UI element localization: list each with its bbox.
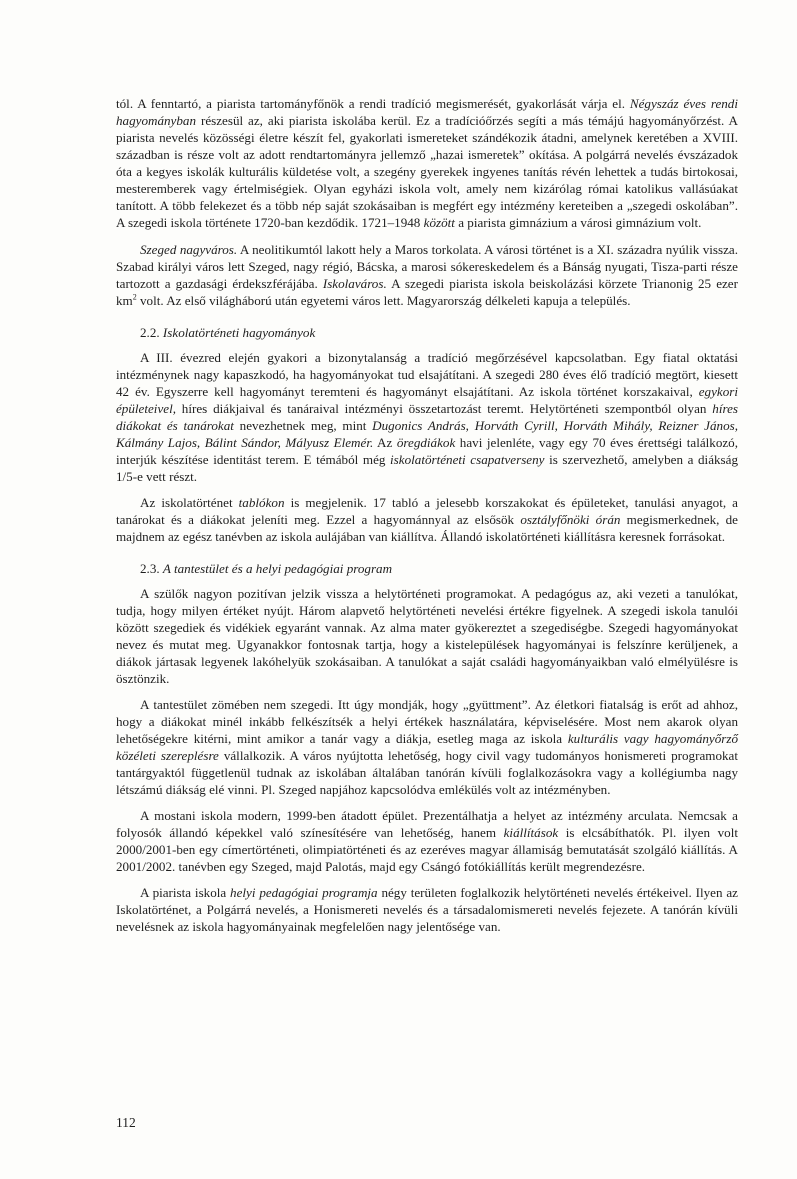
text-run: A mostani iskola modern, 1999-ben átadott épület. Prezentálhatja a helyet az intézmény arculata. Nemcsak a folyosók állandó képekkel való színesítésére van lehetőség, hanem — [116, 808, 738, 840]
text-run: A III. évezred elején gyakori a bizonytalanság a tradíció megőrzésével kapcsolatban. Egy fiatal oktatási intézménynek nagy kapaszkodó, ha hagyományokat tud elsajátítani. A szegedi 280 éves élő tradíció megtört, kiesett 42 év. Egyszerre kell hagyományt teremteni és hagyományt elsajátítani. Az iskola történet korszakaival, — [116, 350, 738, 399]
paragraph-5: A szülők nagyon pozitívan jelzik vissza a helytörténeti programokat. A pedagógus az, aki vezeti a tanulókat, tudja, hogy milyen értéket nyújt. Három alapvető helytörténeti nevelési értékre figyelnek. A szegedi iskola tanulói között szegediek és vidékiek egyaránt vannak. Az alma mater gyökereztet a szegediségbe. Szegedi hagyományokat nevez és mutat meg. Ugyanakkor fontosnak tartja, hogy a kistelepülések hagyományai is felszínre kerüljenek, a diákok jártasak legyenek lakóhelyük szokásaiban. A tanulókat a saját családi hagyományaikban való elmélyülésre is ösztönzik. — [116, 586, 738, 686]
text-run: A piarista iskola — [140, 885, 231, 900]
italic-text: kiállítások — [503, 825, 559, 840]
text-run: A neolitikumtól lakott hely a Maros torkolata. A városi történet is a XI. századra nyúlik vissza. Szabad királyi város lett Szeged, nagy régió, Bácska, a marosi sókereskedelem és a Bánság nyugati, Tisza-parti része tartozott a gazdasági érdekszférájába. — [116, 242, 738, 291]
italic-text: osztályfőnöki órán — [520, 512, 621, 527]
body-text — [116, 95, 738, 935]
section-heading-2-3 — [116, 560, 738, 577]
heading-title: A tantestület és a helyi pedagógiai program — [162, 561, 393, 576]
text-run: megismerkednek, de majdnem az egész tanévben az iskola aulájában van kiállítva. Állandó iskolatörténeti kiállításra keresnek forrásokat. — [116, 512, 738, 544]
text-run: vállalkozik. A város nyújtotta lehetőség, hogy civil vagy tudományos honismereti programokat tantárgyaktól függetlenül tudnak az iskolában általában tanórán kívüli foglalkozásokra vagy a kollégiumba nagy létszámú diákság elé vinni. Pl. Szeged napjához kapcsolódva emlékülés volt az intézményben. — [116, 748, 738, 797]
italic-text: iskolatörténeti csapatverseny — [390, 452, 545, 467]
text-run: is szervezhető, amelyben a diákság 1/5-e vett részt. — [116, 452, 739, 484]
text-run: Az — [373, 435, 397, 450]
paragraph-4 — [116, 494, 738, 545]
italic-text: egykori épületeivel, — [116, 384, 738, 416]
text-run: is megjelenik. 17 tabló a jelesebb korszakokat és épületeket, tanulási anyagot, a tanárokat és a diákokat jeleníti meg. Ezzel a hagyománnyal az elsősök — [116, 495, 738, 527]
text-run: havi jelenléte, vagy egy 70 éves érettségi találkozó, interjúk készítése identitást terem. E témából még — [116, 435, 739, 467]
italic-text: Iskolaváros. — [322, 276, 387, 291]
italic-text: Dugonics András, Horváth Cyrill, Horváth Mihály, Reizner János, Kálmány Lajos, Bálint Sándor, Mályusz Elemér. — [116, 418, 738, 450]
paragraph-2 — [116, 241, 738, 309]
text-run: is elcsábíthatók. Pl. ilyen volt 2000/2001-ben egy címertörténeti, olimpiatörténeti és az ezeréves magyar államiság bemutatását szolgáló kiállítás. A 2001/2002. tanévben egy Szeged, majd Palotás, majd egy Csángó fotókiállítás került megrendezésre. — [116, 825, 738, 874]
text-run: a piarista gimnázium a városi gimnázium volt. — [454, 215, 702, 230]
paragraph-8 — [116, 884, 738, 935]
italic-text: kulturális vagy hagyományőrző közéleti szereplésre — [116, 731, 739, 763]
italic-text: között — [423, 215, 455, 230]
section-heading-2-2 — [116, 324, 738, 341]
italic-text: Szeged nagyváros. — [140, 242, 238, 257]
italic-text: híres diákokat és tanárokat — [116, 401, 738, 433]
text-run: négy területen foglalkozik helytörténeti nevelés értékeivel. Ilyen az Iskolatörténet, a Polgárrá nevelés, a Honismereti nevelés és a társadalomismereti nevelés fejezete. A tanórán kívüli nevelésnek az iskola hagyományainak megfelelően nagy jelentősége van. — [116, 885, 738, 934]
heading-number: 2.2. — [140, 325, 163, 340]
heading-title: Iskolatörténeti hagyományok — [162, 325, 316, 340]
text-run: A tantestület zömében nem szegedi. Itt úgy mondják, hogy „gyüttment”. Az életkori fiatalság is erőt ad ahhoz, hogy a diákokat minél inkább felkészítsék a helyi értékek használatára, képviselésére. Most nem akarok olyan lehetőségekre kitérni, mint amikor a tanár vagy a diákja, esetleg maga az iskola — [116, 697, 738, 746]
paragraph-1 — [116, 95, 738, 231]
text-run: volt. Az első világháború után egyetemi város lett. Magyarország délkeleti kapuja a település. — [136, 293, 631, 308]
text-run: Az iskolatörténet — [140, 495, 239, 510]
italic-text: tablókon — [238, 495, 285, 510]
text-run: részesül az, aki piarista iskolába kerül. Ez a tradícióőrzés segíti a más témájú hagyományőrzést. A piarista nevelés közösségi életre készít fel, gyakorlati ismereteket szándékozik átadni, amelynek keretében a XVIII. században is része volt az adott rendtartományra jellemző „hazai ismeretek” okítása. A polgárrá nevelés évszázadok óta a kegyes iskolák kulturális küldetése volt, a szegény gyerekek ingyenes tanítás révén lehettek a tudás birtokosai, mesteremberek vagy értelmiségiek. Olyan egyházi iskola volt, amely nem kizárólag római katolikus vallásúakat tanított. A több felekezet és a több nép saját szokásaiban is megfért egy intézmény kereteiben a „szegedi oskolában”. A szegedi iskola története 1720-ban kezdődik. 1721–1948 — [116, 113, 738, 230]
superscript: 2 — [132, 292, 137, 302]
text-run: A szegedi piarista iskola beiskolázási körzete Trianonig 25 ezer km — [116, 276, 738, 308]
text-run: híres diákjaival és tanáraival intézményi összetartozást teremt. Helytörténeti szempontból olyan — [175, 401, 713, 416]
text-run: tól. A fenntartó, a piarista tartományfőnök a rendi tradíció megismerését, gyakorlását várja el. — [116, 96, 630, 111]
page-number: 112 — [116, 1115, 136, 1130]
italic-text: öregdiákok — [396, 435, 456, 450]
paragraph-6 — [116, 696, 738, 798]
italic-text: helyi pedagógiai programja — [230, 885, 378, 900]
text-run: nevezhetnek meg, mint — [233, 418, 373, 433]
paragraph-3 — [116, 349, 738, 485]
heading-number: 2.3. — [140, 561, 163, 576]
paragraph-7 — [116, 807, 738, 875]
italic-text: Négyszáz éves rendi hagyományban — [116, 96, 738, 128]
